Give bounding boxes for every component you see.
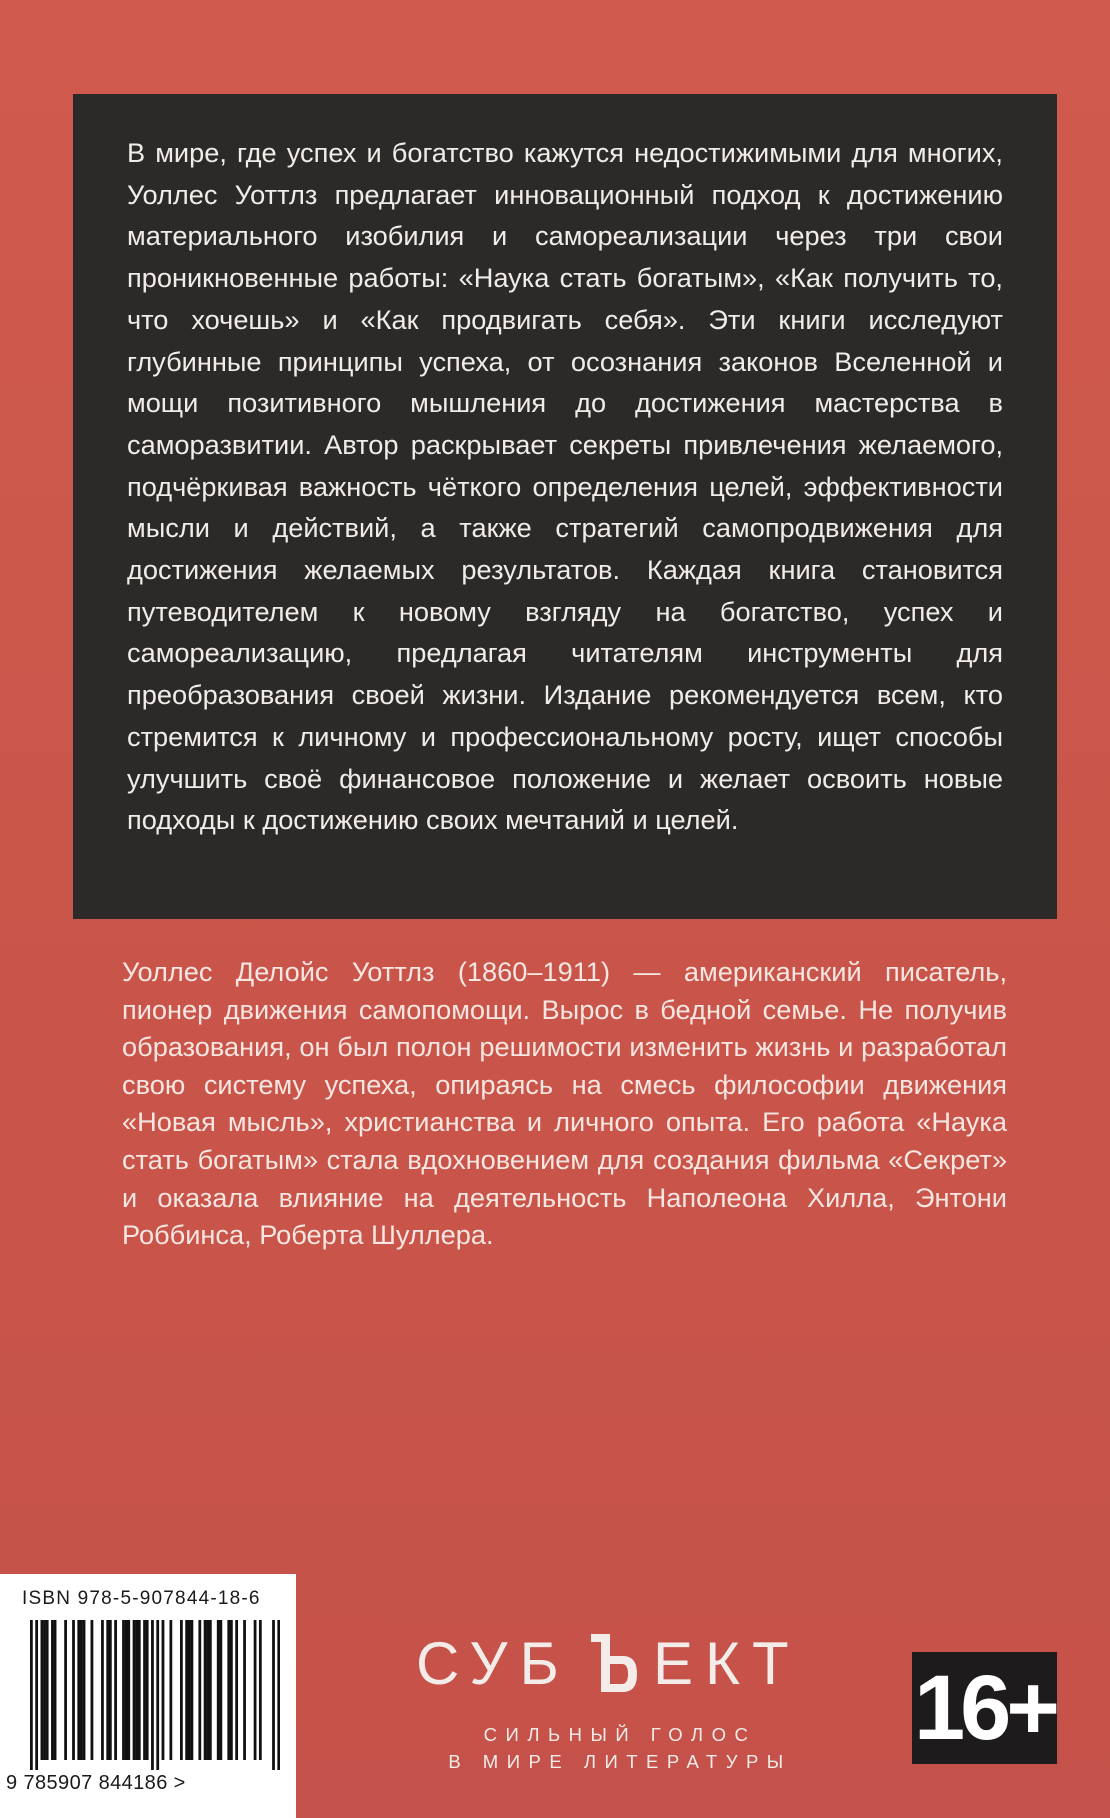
publisher-logo [410, 1630, 830, 1700]
barcode-bar [106, 1620, 109, 1760]
barcode-bar [101, 1620, 104, 1760]
barcode-bar [83, 1620, 86, 1760]
barcode-bar [191, 1620, 194, 1760]
barcode-bar [235, 1620, 238, 1760]
barcode-bar [91, 1620, 94, 1760]
publisher-slogan-line1: СИЛЬНЫЙ ГОЛОС [483, 1724, 757, 1745]
barcode-panel [0, 1574, 296, 1818]
logo-text-right: ЕКТ [653, 1630, 801, 1697]
barcode-bar [51, 1620, 54, 1760]
barcode-bar [72, 1620, 75, 1760]
barcode-bar [185, 1620, 188, 1760]
barcode-bar [254, 1620, 257, 1760]
barcode-bar [209, 1620, 212, 1760]
barcode-bar [80, 1620, 83, 1760]
barcode-bar [135, 1620, 138, 1760]
author-bio-text: Уоллес Делойс Уоттлз (1860–1911) — американский писатель, пионер движения самопомощи. Вырос в бедной семье. Не получив образования, он был полон решимости изменить жизнь и разработал свою систему успеха, опираясь на смесь философии движения «Новая мысль», христианства и личного опыта. Его работа «Наука стать богатым» стала вдохновением для создания фильма «Секрет» и оказала влияние на деятельность Наполеона Хилла, Энтони Роббинса, Роберта Шуллера. [122, 956, 1007, 1251]
publisher-slogan-line2: В МИРЕ ЛИТЕРАТУРЫ [448, 1751, 792, 1772]
barcode-digits: 9 785907 844186 > [6, 1772, 186, 1794]
barcode-bar [41, 1620, 44, 1760]
isbn-label: ISBN 978-5-907844-18-6 [22, 1588, 261, 1609]
barcode-bar [217, 1620, 220, 1760]
barcode-bar [143, 1620, 146, 1760]
barcode-bar [206, 1620, 209, 1760]
barcode-bar [277, 1620, 280, 1770]
annotation-box [73, 94, 1057, 919]
barcode-bar [227, 1620, 230, 1760]
barcode-bar [151, 1620, 154, 1770]
barcode-bar [114, 1620, 117, 1760]
barcode-bar [43, 1620, 46, 1760]
barcode-bar [162, 1620, 165, 1760]
logo-text-left: СУБ [416, 1630, 571, 1697]
barcode-bar [146, 1620, 149, 1760]
barcode-image [30, 1620, 280, 1770]
barcode-bar [259, 1620, 262, 1760]
barcode-bar [169, 1620, 172, 1760]
barcode-bar [30, 1620, 33, 1770]
barcode-bar [109, 1620, 112, 1760]
barcode-bar [243, 1620, 246, 1760]
barcode-bar [156, 1620, 159, 1770]
barcode-bar [138, 1620, 141, 1760]
barcode-bar [127, 1620, 130, 1760]
barcode-bar [188, 1620, 191, 1760]
age-rating-badge: 16+ [912, 1652, 1057, 1764]
barcode-bar [204, 1620, 207, 1760]
barcode-bar [180, 1620, 183, 1760]
barcode-bar [46, 1620, 49, 1760]
barcode-bar [77, 1620, 80, 1760]
barcode-bar [133, 1620, 136, 1760]
annotation-text: В мире, где успех и богатство кажутся недостижимыми для многих, Уоллес Уоттлз предлагает инновационный подход к достижению материального изобилия и самореализации через три свои проникновенные работы: «Наука стать богатым», «Как получить то, что хочешь» и «Как продвигать себя». Эти книги исследуют глубинные принципы успеха, от осознания законов Вселенной и мощи позитивного мышления до достижения мастерства в саморазвитии. Автор раскрывает секреты привлечения желаемого, подчёркивая важность чёткого определения целей, эффективности мысли и действий, а также стратегий самопродвижения для достижения желаемых результатов. Каждая книга становится путеводителем к новому взгляду на богатство, успех и самореализацию, предлагая читателям инструменты для преобразования своей жизни. Издание рекомендуется всем, кто стремится к личному и профессиональному росту, ищет способы улучшить своё финансовое положение и желает освоить новые подходы к достижению своих мечтаний и целей. [127, 137, 1003, 836]
barcode-bar [54, 1620, 57, 1760]
barcode-bar [272, 1620, 275, 1770]
barcode-bar [64, 1620, 67, 1760]
barcode-bar [35, 1620, 38, 1770]
barcode-bar [219, 1620, 222, 1760]
barcode-bar [230, 1620, 233, 1760]
barcode-bar [125, 1620, 128, 1760]
barcode-bar [122, 1620, 125, 1760]
barcode-bar [198, 1620, 201, 1760]
logo-hard-sign-icon [585, 1630, 643, 1696]
